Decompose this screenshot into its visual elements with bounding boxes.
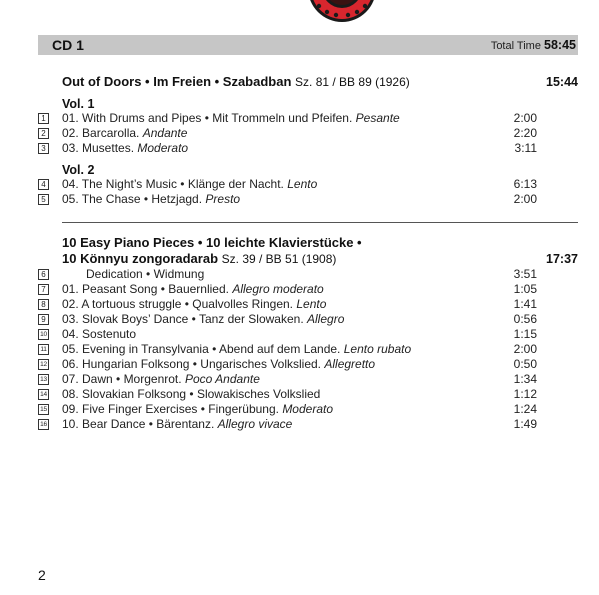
- track-tempo: Presto: [205, 192, 241, 206]
- work-heading: [0, 74, 599, 90]
- track-title-text: 05. The Chase • Hetzjagd.: [62, 192, 203, 206]
- track-tempo: Lento rubato: [343, 342, 412, 356]
- track-row: [0, 267, 599, 282]
- track-row: [0, 192, 599, 207]
- track-duration: 1:24: [513, 402, 537, 416]
- track-number: 11: [38, 344, 49, 355]
- volume-heading: [0, 163, 599, 178]
- track-title: [62, 126, 187, 141]
- track-title: [62, 141, 188, 156]
- track-tempo: Poco Andante: [184, 372, 260, 386]
- track-row: [0, 126, 599, 141]
- track-row: [0, 327, 599, 342]
- track-title: [62, 192, 240, 207]
- track-title: [62, 417, 292, 432]
- track-tempo: Moderato: [282, 402, 334, 416]
- track-duration: 0:50: [513, 357, 537, 371]
- track-duration: 2:00: [513, 192, 537, 206]
- track-number: 16: [38, 419, 49, 430]
- work-title-line-2: [62, 251, 336, 267]
- work-title: [62, 74, 410, 90]
- track-duration: 2:00: [513, 111, 537, 125]
- track-number: 6: [38, 269, 49, 280]
- track-tempo: Allegro moderato: [232, 282, 324, 296]
- track-title-text: 06. Hungarian Folksong • Ungarisches Volkslied.: [62, 357, 322, 371]
- track-tempo: Andante: [142, 126, 188, 140]
- work-catalog: Sz. 39 / BB 51 (1908): [221, 252, 337, 266]
- track-title-text: 02. A tortuous struggle • Qualvolles Ringen.: [62, 297, 294, 311]
- work-heading: [0, 235, 599, 251]
- track-tempo: Lento: [296, 297, 327, 311]
- track-title-text: 01. Peasant Song • Bauernlied.: [62, 282, 229, 296]
- track-number: 15: [38, 404, 49, 415]
- volume-heading: [0, 97, 599, 112]
- work-title-text: 10 Könnyu zongoradarab: [62, 251, 219, 266]
- track-number: 3: [38, 143, 49, 154]
- work-total-time: 15:44: [546, 75, 578, 89]
- track-title: 04. Sostenuto: [62, 327, 137, 341]
- track-number: 8: [38, 299, 49, 310]
- track-tempo: Pesante: [355, 111, 400, 125]
- track-number: 1: [38, 113, 49, 124]
- track-title-text: 10. Bear Dance • Bärentanz.: [62, 417, 215, 431]
- track-title: [62, 402, 333, 417]
- disc-header-bar: [38, 35, 578, 55]
- track-tempo: Lento: [287, 177, 318, 191]
- track-title-text: 05. Evening in Transylvania • Abend auf dem Lande.: [62, 342, 341, 356]
- track-row: [0, 282, 599, 297]
- track-title-text: 09. Five Finger Exercises • Fingerübung.: [62, 402, 279, 416]
- section-divider: [62, 222, 578, 223]
- track-title: [62, 357, 375, 372]
- total-time-value: 58:45: [544, 38, 576, 52]
- track-duration: 3:51: [513, 267, 537, 281]
- track-duration: 1:41: [513, 297, 537, 311]
- track-duration: 6:13: [513, 177, 537, 191]
- track-number: 7: [38, 284, 49, 295]
- total-time-label: Total Time: [490, 40, 541, 52]
- track-title: [62, 111, 400, 126]
- track-duration: 2:20: [513, 126, 537, 140]
- volume-label: Vol. 2: [62, 163, 95, 177]
- disc-label: CD 1: [52, 37, 84, 53]
- track-duration: 1:05: [513, 282, 537, 296]
- work-catalog: Sz. 81 / BB 89 (1926): [295, 75, 410, 89]
- track-title: [62, 372, 260, 387]
- track-title-text: 07. Dawn • Morgenrot.: [62, 372, 182, 386]
- track-duration: 1:49: [513, 417, 537, 431]
- track-number: 14: [38, 389, 49, 400]
- track-row: [0, 312, 599, 327]
- work-heading: [0, 251, 599, 267]
- track-title: [62, 297, 326, 312]
- track-title: [62, 312, 344, 327]
- track-title: Dedication • Widmung: [86, 267, 205, 281]
- page-number: 2: [38, 567, 46, 583]
- track-tempo: Allegretto: [324, 357, 376, 371]
- track-duration: 2:00: [513, 342, 537, 356]
- track-number: 13: [38, 374, 49, 385]
- track-number: 2: [38, 128, 49, 139]
- track-duration: 3:11: [514, 141, 537, 155]
- track-row: [0, 357, 599, 372]
- work-title-text: Out of Doors • Im Freien • Szabadban: [62, 74, 292, 89]
- track-row: [0, 297, 599, 312]
- disc-total-time: [491, 35, 576, 56]
- track-title: 08. Slovakian Folksong • Slowakisches Volkslied: [62, 387, 321, 401]
- track-row: [0, 111, 599, 126]
- work-title-line-1: 10 Easy Piano Pieces • 10 leichte Klavierstücke •: [62, 235, 362, 250]
- track-row: [0, 342, 599, 357]
- track-tempo: Allegro: [307, 312, 345, 326]
- track-number: 12: [38, 359, 49, 370]
- track-duration: 1:15: [513, 327, 537, 341]
- label-logo: [305, 0, 380, 22]
- track-title-text: 04. The Night’s Music • Klänge der Nacht.: [62, 177, 284, 191]
- track-number: 4: [38, 179, 49, 190]
- track-title: [62, 282, 324, 297]
- track-title-text: 01. With Drums and Pipes • Mit Trommeln und Pfeifen.: [62, 111, 353, 125]
- track-tempo: Moderato: [137, 141, 189, 155]
- track-title-text: 03. Musettes.: [62, 141, 135, 155]
- track-row: [0, 177, 599, 192]
- track-duration: 1:12: [513, 387, 537, 401]
- track-tempo: Allegro vivace: [217, 417, 293, 431]
- track-row: [0, 402, 599, 417]
- track-number: 5: [38, 194, 49, 205]
- track-row: [0, 372, 599, 387]
- track-row: [0, 387, 599, 402]
- work-total-time: 17:37: [546, 252, 578, 266]
- track-title-text: 02. Barcarolla.: [62, 126, 140, 140]
- track-duration: 1:34: [513, 372, 537, 386]
- track-row: [0, 141, 599, 156]
- track-title: [62, 177, 317, 192]
- volume-label: Vol. 1: [62, 97, 95, 111]
- track-number: 10: [38, 329, 49, 340]
- track-title-text: 03. Slovak Boys’ Dance • Tanz der Slowaken.: [62, 312, 304, 326]
- track-duration: 0:56: [513, 312, 537, 326]
- track-row: [0, 417, 599, 432]
- track-title: [62, 342, 411, 357]
- track-number: 9: [38, 314, 49, 325]
